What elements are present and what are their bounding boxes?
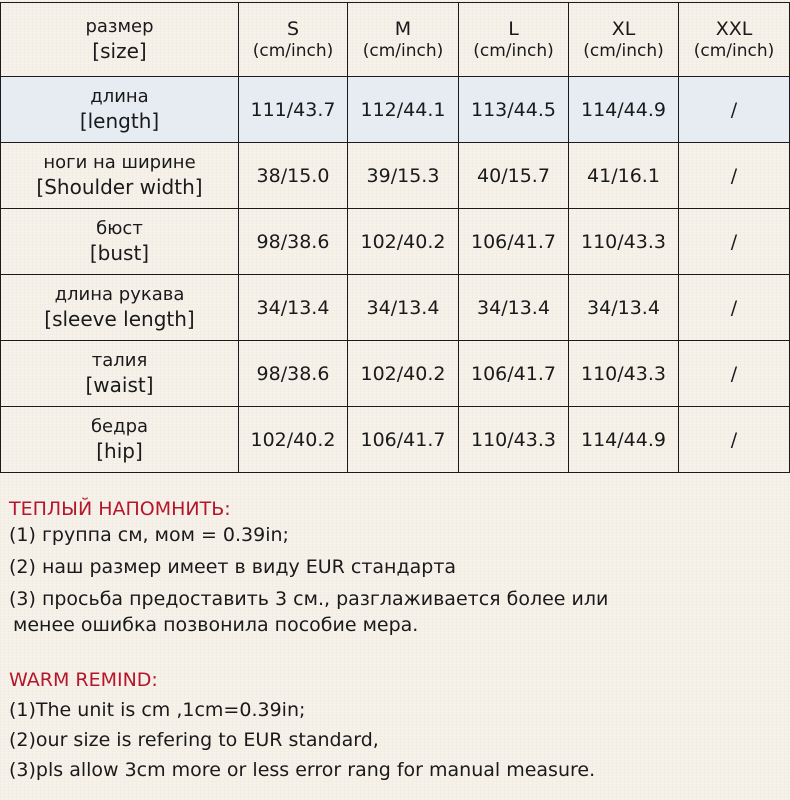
table-cell: 102/40.2 — [239, 407, 348, 473]
size-unit: (cm/inch) — [583, 40, 664, 61]
note-line: (1) группа см, мом = 0.39in; — [9, 524, 289, 546]
row-label-ru: длина рукава — [54, 283, 185, 305]
table-cell: 113/44.5 — [459, 77, 569, 143]
warm-remind-en-heading: WARM REMIND: — [9, 669, 158, 691]
table-row-hip — [1, 407, 790, 473]
header-label-ru: размер — [85, 15, 154, 37]
table-row-waist — [1, 341, 790, 407]
header-size-l — [459, 3, 569, 77]
note-line: (3)pls allow 3cm more or less error rang for manual measure. — [9, 759, 596, 781]
header-size-xxl — [679, 3, 790, 77]
header-size-s — [239, 3, 348, 77]
table-cell: 111/43.7 — [239, 77, 348, 143]
table-cell: / — [679, 275, 790, 341]
note-line: (3) просьба предоставить 3 см., разглаживается более или — [9, 588, 609, 610]
table-cell: 110/43.3 — [459, 407, 569, 473]
table-cell: 39/15.3 — [348, 143, 459, 209]
size-unit: (cm/inch) — [362, 40, 444, 61]
row-label-cell — [1, 77, 239, 143]
table-cell: 102/40.2 — [348, 209, 459, 275]
size-unit: (cm/inch) — [473, 40, 554, 61]
row-label-cell — [1, 341, 239, 407]
row-label-ru: бедра — [90, 415, 149, 437]
table-cell: / — [679, 341, 790, 407]
size-name: L — [508, 17, 519, 40]
table-cell: 98/38.6 — [239, 341, 348, 407]
row-label-ru: талия — [91, 349, 148, 371]
table-cell: 34/13.4 — [348, 275, 459, 341]
header-label-en: [size] — [92, 38, 147, 63]
table-cell: / — [679, 209, 790, 275]
table-cell: 114/44.9 — [569, 77, 679, 143]
note-line: (2)our size is refering to EUR standard, — [9, 729, 379, 751]
header-size-m — [348, 3, 459, 77]
size-name: XL — [611, 17, 636, 40]
size-name: M — [394, 17, 412, 40]
row-label-cell — [1, 275, 239, 341]
table-row-sleeve-length — [1, 275, 790, 341]
row-label-en: [length] — [79, 108, 160, 133]
header-size-label-cell — [1, 3, 239, 77]
table-cell: 102/40.2 — [348, 341, 459, 407]
row-label-en: [Shoulder width] — [36, 174, 203, 199]
table-cell: 34/13.4 — [459, 275, 569, 341]
table-cell: 38/15.0 — [239, 143, 348, 209]
row-label-en: [sleeve length] — [44, 306, 195, 331]
table-cell: 110/43.3 — [569, 209, 679, 275]
table-cell: 106/41.7 — [348, 407, 459, 473]
note-line: (1)The unit is cm ,1cm=0.39in; — [9, 699, 306, 721]
table-cell: 114/44.9 — [569, 407, 679, 473]
table-cell: 98/38.6 — [239, 209, 348, 275]
row-label-cell — [1, 143, 239, 209]
table-cell: 110/43.3 — [569, 341, 679, 407]
row-label-en: [waist] — [85, 372, 154, 397]
row-label-cell — [1, 209, 239, 275]
table-row-shoulder-width — [1, 143, 790, 209]
table-cell: 41/16.1 — [569, 143, 679, 209]
size-unit: (cm/inch) — [693, 40, 775, 61]
table-cell: 34/13.4 — [239, 275, 348, 341]
size-unit: (cm/inch) — [252, 40, 334, 61]
row-label-cell — [1, 407, 239, 473]
row-label-ru: бюст — [96, 217, 143, 239]
row-label-en: [hip] — [96, 438, 143, 463]
table-cell: / — [679, 407, 790, 473]
table-row-length — [1, 77, 790, 143]
table-cell: 106/41.7 — [459, 209, 569, 275]
table-cell: 40/15.7 — [459, 143, 569, 209]
table-cell: 106/41.7 — [459, 341, 569, 407]
size-table — [0, 2, 790, 473]
row-label-ru: длина — [90, 85, 149, 107]
table-row-bust — [1, 209, 790, 275]
table-cell: / — [679, 143, 790, 209]
note-line: (2) наш размер имеет в виду EUR стандарта — [9, 556, 457, 578]
size-name: XXL — [715, 17, 753, 40]
row-label-ru: ноги на ширине — [43, 151, 196, 173]
table-header-row — [1, 3, 790, 77]
warm-remind-ru-heading: ТЕПЛЫЙ НАПОМНИТЬ: — [9, 498, 231, 520]
warm-remind-ru-section — [9, 496, 779, 638]
size-name: S — [286, 17, 300, 40]
table-cell: 34/13.4 — [569, 275, 679, 341]
table-cell: / — [679, 77, 790, 143]
note-line: менее ошибка позвонила пособие мера. — [13, 614, 419, 636]
table-cell: 112/44.1 — [348, 77, 459, 143]
row-label-en: [bust] — [89, 240, 150, 265]
warm-remind-en-section — [9, 667, 779, 783]
header-size-xl — [569, 3, 679, 77]
